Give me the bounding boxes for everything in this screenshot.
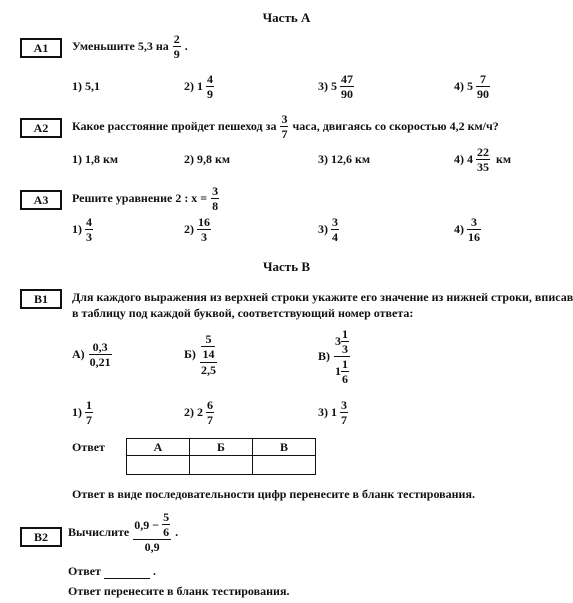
fraction-denominator: 7 (86, 412, 92, 427)
task-a1-option-1 (72, 70, 100, 102)
fraction-numerator: 3 (332, 214, 338, 229)
fraction-numerator: 1 (342, 356, 348, 371)
task-a2-question (72, 110, 499, 142)
fraction-numerator: 16 (198, 214, 210, 229)
expression-b (184, 326, 217, 382)
task-b2-expression (68, 507, 178, 557)
numerator-prefix: 0,9 − (134, 517, 160, 532)
fraction-numerator: 7 (476, 73, 490, 87)
option-whole: 1 (331, 404, 337, 419)
option-fraction (340, 73, 354, 100)
b2-answer-line (68, 564, 156, 579)
option-number: 1) (72, 78, 82, 93)
expression-a (72, 334, 112, 374)
expression-v (318, 326, 350, 386)
option-number: 1) (72, 404, 82, 419)
expression-letter: А) (72, 346, 85, 361)
answer-cell-v[interactable] (253, 456, 316, 475)
task-a3-option-2 (184, 213, 211, 245)
option-fraction (476, 146, 490, 173)
task-b2-prompt: Вычислите (68, 524, 130, 539)
option-whole: 4 (467, 151, 473, 166)
option-unit: км (496, 151, 512, 166)
task-a2-option-2 (184, 143, 230, 175)
fraction-denominator: 0,21 (89, 354, 111, 369)
fraction-denominator: 8 (212, 198, 219, 213)
task-a2-option-1 (72, 143, 118, 175)
task-a1-option-4 (454, 70, 490, 102)
inner-fraction (201, 333, 215, 361)
option-number: 4) (454, 221, 464, 236)
expression-fraction (89, 341, 112, 368)
task-a3-option-1 (72, 213, 93, 245)
inner-fraction (162, 511, 170, 538)
task-a3-option-3 (318, 213, 339, 245)
task-a1-question-prefix: Уменьшите 5,3 на (72, 38, 169, 53)
expression-letter: В) (318, 348, 330, 363)
task-a3-question (72, 182, 219, 214)
task-a3-question-prefix: Решите уравнение 2 : x = (72, 190, 208, 205)
option-fraction (467, 216, 481, 243)
task-a1-question (72, 32, 188, 60)
option-number: 4) (454, 151, 464, 166)
option-value: 9,8 км (197, 151, 231, 166)
answer-table-header-a: А (127, 439, 190, 456)
answer-table-header-v: В (253, 439, 316, 456)
task-a1-option-2 (184, 70, 214, 102)
option-fraction (331, 216, 339, 243)
part-a-title: Часть А (262, 10, 311, 25)
fraction-denominator: 9 (207, 86, 213, 101)
fraction-denominator: 7 (281, 126, 288, 141)
task-a3-option-4 (454, 213, 481, 245)
fraction-numerator: 3 (212, 183, 219, 198)
task-a2-option-4 (454, 143, 511, 175)
answer-cell-b[interactable] (190, 456, 253, 475)
option-whole: 5 (331, 78, 337, 93)
expression-letter: Б) (184, 346, 196, 361)
task-b2-numerator (133, 511, 171, 540)
b1-answer-1 (72, 396, 93, 428)
fraction-numerator: 1 (86, 397, 92, 412)
mixed-whole: 3 (335, 334, 341, 348)
option-value: 1,8 км (85, 151, 119, 166)
option-number: 2) (184, 221, 194, 236)
task-b2-fraction (133, 511, 171, 553)
task-a3-question-fraction (211, 185, 219, 212)
b1-transfer-note: Ответ в виде последовательности цифр перенесите в бланк тестирования. (72, 487, 475, 501)
option-whole: 5 (467, 78, 473, 93)
option-number: 3) (318, 151, 328, 166)
compound-numerator (334, 328, 350, 357)
task-b2-suffix: . (175, 524, 179, 539)
fraction-denominator: 7 (207, 412, 213, 427)
fraction-denominator: 7 (341, 412, 347, 427)
task-a2-option-3 (318, 143, 370, 175)
option-number: 4) (454, 78, 464, 93)
b2-answer-blank[interactable] (104, 568, 150, 579)
option-value: 5,1 (85, 78, 100, 93)
part-b-title: Часть В (263, 259, 310, 274)
task-b2-denominator: 0,9 (144, 540, 160, 554)
task-label-a2: А2 (20, 118, 62, 138)
inner-fraction (341, 358, 349, 385)
answer-table-input-row (127, 456, 316, 475)
fraction-denominator: 9 (173, 46, 180, 61)
b1-answer-2 (184, 396, 214, 428)
option-number: 1) (72, 151, 82, 166)
fraction-denominator: 3 (201, 229, 207, 244)
fraction-denominator: 16 (468, 229, 480, 244)
task-label-b1: В1 (20, 289, 62, 309)
expression-compound-fraction (334, 328, 350, 385)
b1-answer-table (126, 438, 316, 475)
option-fraction (85, 399, 93, 426)
fraction-denominator: 90 (477, 86, 489, 101)
b1-answer-label: Ответ (72, 440, 105, 454)
option-value: 12,6 км (331, 151, 371, 166)
option-number: 2) (184, 404, 194, 419)
b2-answer-label: Ответ (68, 564, 101, 578)
fraction-numerator: 5 (201, 333, 215, 347)
fraction-denominator: 6 (342, 371, 348, 386)
task-a2-question-prefix: Какое расстояние пройдет пешеход за (72, 118, 277, 133)
fraction-denominator: 4 (332, 229, 338, 244)
fraction-numerator: 3 (281, 111, 288, 126)
task-a1-question-fraction (173, 33, 181, 60)
option-number: 2) (184, 151, 194, 166)
task-a1-option-3 (318, 70, 354, 102)
option-fraction (206, 399, 214, 426)
fraction-denominator: 6 (163, 525, 170, 539)
b1-answer-3 (318, 396, 348, 428)
option-number: 1) (72, 221, 82, 236)
fraction-numerator: 22 (477, 144, 489, 159)
fraction-numerator: 6 (207, 397, 213, 412)
option-whole: 1 (197, 78, 203, 93)
fraction-numerator: 3 (341, 397, 347, 412)
option-number: 3) (318, 404, 328, 419)
task-b1-text-line2: в таблицу под каждой буквой, соответствующий номер ответа: (72, 306, 414, 320)
fraction-numerator: 5 (163, 510, 170, 524)
answer-table-header-b: Б (190, 439, 253, 456)
answer-table-header-row (127, 439, 316, 456)
fraction-numerator: 47 (341, 71, 353, 86)
fraction-denominator: 2,5 (200, 362, 216, 377)
task-b1-text-line1: Для каждого выражения из верхней строки укажите его значение из нижней строки, вписав (72, 290, 573, 304)
option-fraction (85, 216, 93, 243)
inner-fraction (341, 328, 349, 355)
option-fraction (197, 216, 211, 243)
task-label-a1: А1 (20, 38, 62, 58)
option-whole: 2 (197, 404, 203, 419)
task-a1-question-suffix: . (184, 38, 188, 53)
task-label-b2: В2 (20, 527, 62, 547)
fraction-denominator: 3 (86, 229, 92, 244)
mixed-whole: 1 (335, 364, 341, 378)
fraction-denominator: 14 (202, 346, 215, 361)
option-number: 3) (318, 221, 328, 236)
b2-transfer-note: Ответ перенесите в бланк тестирования. (68, 584, 290, 598)
fraction-numerator: 4 (86, 214, 92, 229)
option-number: 2) (184, 78, 194, 93)
fraction-numerator: 4 (207, 71, 213, 86)
task-label-a3: А3 (20, 190, 62, 210)
task-a2-question-fraction (280, 113, 288, 140)
answer-cell-a[interactable] (127, 456, 190, 475)
option-fraction (340, 399, 348, 426)
compound-denominator (334, 357, 350, 385)
option-fraction (206, 73, 214, 100)
fraction-denominator: 35 (477, 159, 489, 174)
option-fraction (476, 73, 490, 100)
fraction-numerator: 3 (467, 216, 481, 230)
fraction-denominator: 3 (342, 341, 348, 356)
b2-answer-suffix: . (152, 564, 156, 578)
fraction-numerator: 2 (173, 31, 180, 46)
task-a2-question-suffix: часа, двигаясь со скоростью 4,2 км/ч? (292, 118, 499, 133)
fraction-numerator: 0,3 (89, 341, 112, 355)
option-number: 3) (318, 78, 328, 93)
compound-numerator (200, 333, 217, 363)
fraction-denominator: 90 (341, 86, 353, 101)
fraction-numerator: 1 (342, 326, 348, 341)
expression-compound-fraction (200, 333, 217, 376)
